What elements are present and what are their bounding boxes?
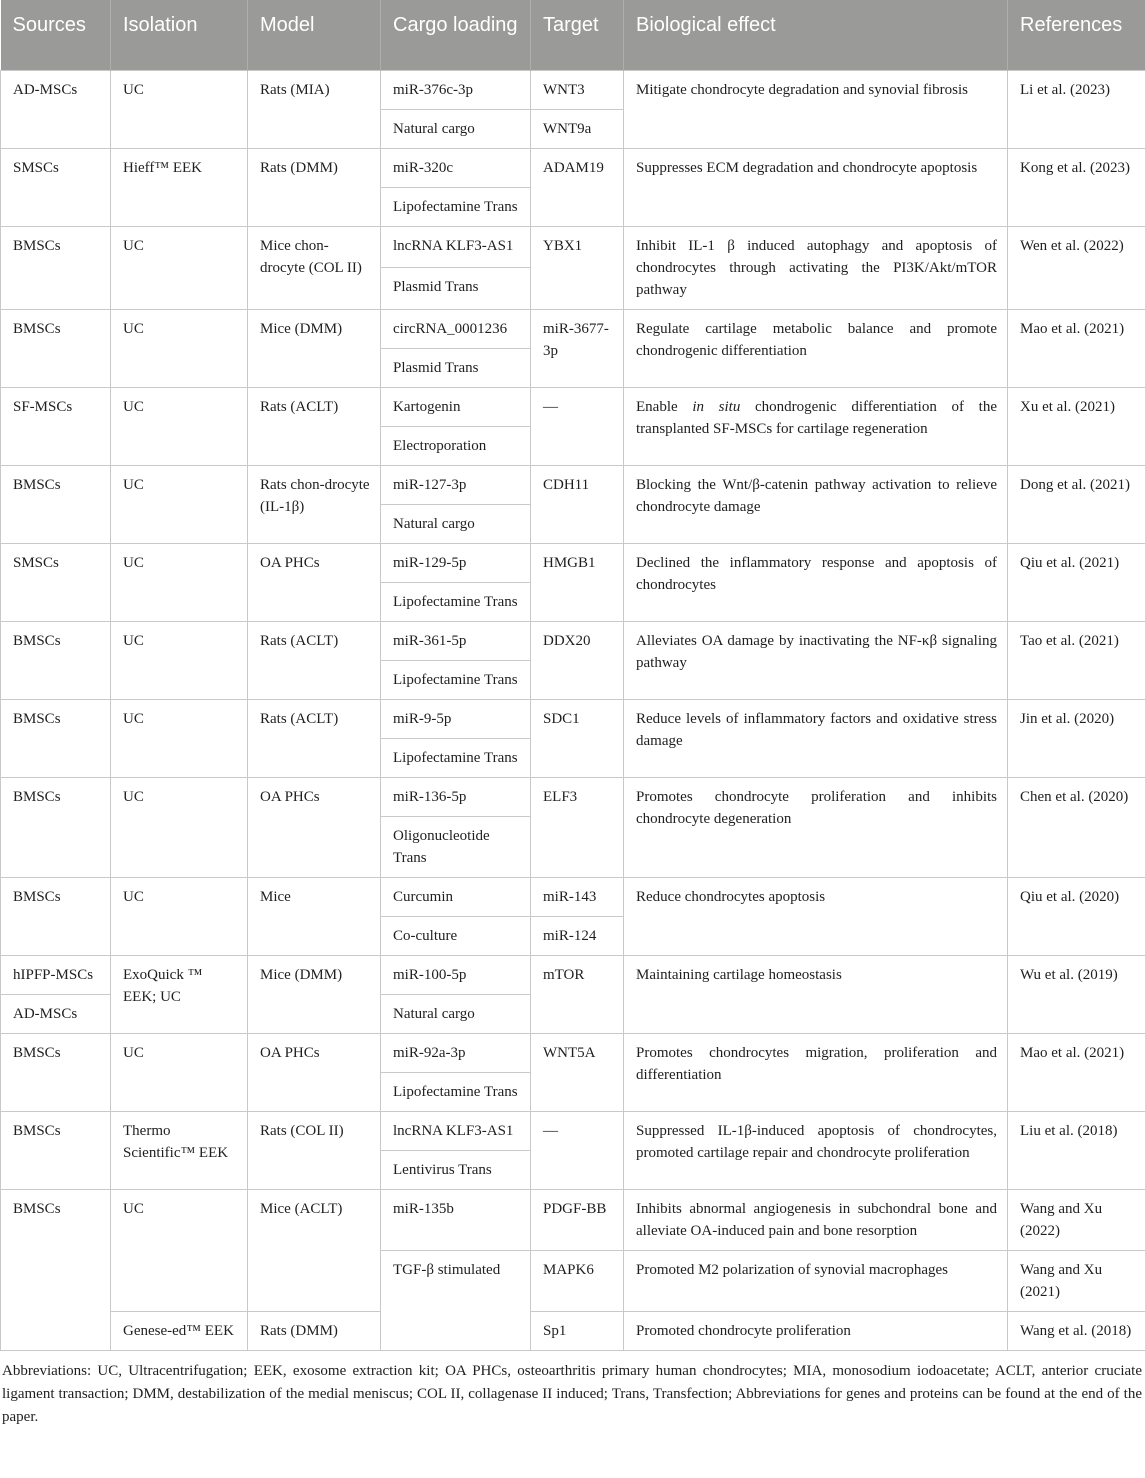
cell-references: Dong et al. (2021) <box>1008 465 1145 543</box>
table-row <box>1 387 1145 426</box>
cell-target: CDH11 <box>531 465 624 543</box>
cell-cargo-loading: Natural cargo <box>381 109 531 148</box>
cell-sources: BMSCs <box>1 465 111 543</box>
cell-cargo-loading: miR-127-3p <box>381 465 531 504</box>
column-header-sources: Sources <box>1 0 111 70</box>
cell-cargo-loading: Plasmid Trans <box>381 268 531 310</box>
cell-target: ADAM19 <box>531 148 624 226</box>
cell-cargo-loading: miR-320c <box>381 148 531 187</box>
cell-cargo-loading: Oligonucleotide Trans <box>381 816 531 877</box>
cell-biological-effect: Inhibit IL-1 β induced autophagy and apoptosis of chondrocytes through activating the PI3K/Akt/mTOR pathway <box>624 226 1008 309</box>
cell-model: Rats (DMM) <box>248 1311 381 1350</box>
cell-references: Qiu et al. (2021) <box>1008 543 1145 621</box>
cell-isolation: UC <box>111 226 248 309</box>
cell-model: Mice (DMM) <box>248 309 381 387</box>
cell-model: OA PHCs <box>248 1033 381 1111</box>
table-row <box>1 226 1145 268</box>
cell-target: miR-3677-3p <box>531 309 624 387</box>
table-row <box>1 148 1145 187</box>
cell-references: Wang et al. (2018) <box>1008 1311 1145 1350</box>
cell-isolation: UC <box>111 699 248 777</box>
cell-sources: BMSCs <box>1 777 111 877</box>
cell-references: Mao et al. (2021) <box>1008 1033 1145 1111</box>
cell-isolation: ExoQuick ™ EEK; UC <box>111 955 248 1033</box>
cell-references: Wen et al. (2022) <box>1008 226 1145 309</box>
cell-isolation: UC <box>111 465 248 543</box>
cell-biological-effect: Enable in situ chondrogenic differentiation of the transplanted SF-MSCs for cartilage regeneration <box>624 387 1008 465</box>
cell-sources: BMSCs <box>1 1111 111 1189</box>
cell-references: Tao et al. (2021) <box>1008 621 1145 699</box>
cell-references: Wang and Xu (2022) <box>1008 1189 1145 1250</box>
table-row <box>1 955 1145 994</box>
cell-cargo-loading: miR-129-5p <box>381 543 531 582</box>
cell-cargo-loading: Curcumin <box>381 877 531 916</box>
cell-cargo-loading: miR-376c-3p <box>381 70 531 109</box>
cell-cargo-loading: Natural cargo <box>381 994 531 1033</box>
abbreviations-footnote: Abbreviations: UC, Ultracentrifugation; EEK, exosome extraction kit; OA PHCs, osteoarthritis primary human chondrocytes; MIA, monosodium iodoacetate; ACLT, anterior cruciate ligament transaction; DMM, destabilization of the medial meniscus; COL II, collagenase II induced; Trans, Transfection; Abbreviations for genes and proteins can be found at the end of the paper. <box>2 1362 1142 1425</box>
cell-model: Rats (ACLT) <box>248 621 381 699</box>
column-header-isolation: Isolation <box>111 0 248 70</box>
cell-model: Rats (DMM) <box>248 148 381 226</box>
cell-biological-effect: Blocking the Wnt/β-catenin pathway activation to relieve chondrocyte damage <box>624 465 1008 543</box>
table-row <box>1 699 1145 738</box>
cell-model: Rats (MIA) <box>248 70 381 148</box>
cell-target: HMGB1 <box>531 543 624 621</box>
cell-model: Rats (COL II) <box>248 1111 381 1189</box>
cell-sources: BMSCs <box>1 877 111 955</box>
table-row <box>1 777 1145 816</box>
column-header-biological-effect: Biological effect <box>624 0 1008 70</box>
cell-sources: AD-MSCs <box>1 70 111 148</box>
cell-cargo-loading: Electroporation <box>381 426 531 465</box>
cell-target: DDX20 <box>531 621 624 699</box>
cell-biological-effect: Declined the inflammatory response and apoptosis of chondrocytes <box>624 543 1008 621</box>
cell-sources: AD-MSCs <box>1 994 111 1033</box>
cell-cargo-loading: lncRNA KLF3-AS1 <box>381 226 531 268</box>
cell-isolation: UC <box>111 543 248 621</box>
cell-biological-effect: Mitigate chondrocyte degradation and synovial fibrosis <box>624 70 1008 148</box>
cell-target: PDGF-BB <box>531 1189 624 1250</box>
cell-references: Wang and Xu (2021) <box>1008 1250 1145 1311</box>
cell-target: MAPK6 <box>531 1250 624 1311</box>
cell-model: OA PHCs <box>248 777 381 877</box>
cell-target: mTOR <box>531 955 624 1033</box>
cell-biological-effect: Suppressed IL-1β-induced apoptosis of chondrocytes, promoted cartilage repair and chondrocyte proliferation <box>624 1111 1008 1189</box>
cell-sources: BMSCs <box>1 1033 111 1111</box>
cell-cargo-loading: miR-361-5p <box>381 621 531 660</box>
table-row <box>1 1033 1145 1072</box>
cell-target: ELF3 <box>531 777 624 877</box>
cell-model: Mice (DMM) <box>248 955 381 1033</box>
cell-cargo-loading: Lipofectamine Trans <box>381 187 531 226</box>
cell-sources: SF-MSCs <box>1 387 111 465</box>
column-header-model: Model <box>248 0 381 70</box>
cell-target: WNT5A <box>531 1033 624 1111</box>
table-row <box>1 543 1145 582</box>
column-header-references: References <box>1008 0 1145 70</box>
cell-cargo-loading: miR-100-5p <box>381 955 531 994</box>
table-header <box>1 0 1145 70</box>
cell-isolation: UC <box>111 387 248 465</box>
cell-sources: hIPFP-MSCs <box>1 955 111 994</box>
table-body <box>1 70 1145 1350</box>
cell-references: Jin et al. (2020) <box>1008 699 1145 777</box>
table-row <box>1 309 1145 348</box>
cell-cargo-loading: miR-9-5p <box>381 699 531 738</box>
cell-target: WNT9a <box>531 109 624 148</box>
cell-biological-effect: Alleviates OA damage by inactivating the NF-κβ signaling pathway <box>624 621 1008 699</box>
cell-sources: BMSCs <box>1 699 111 777</box>
cell-sources: SMSCs <box>1 148 111 226</box>
cell-isolation: UC <box>111 621 248 699</box>
table-row <box>1 1311 1145 1350</box>
cell-cargo-loading: Plasmid Trans <box>381 348 531 387</box>
cell-target: YBX1 <box>531 226 624 309</box>
cell-isolation: UC <box>111 1033 248 1111</box>
cell-model: Rats chon-drocyte (IL-1β) <box>248 465 381 543</box>
cell-model: Mice (ACLT) <box>248 1189 381 1311</box>
cell-cargo-loading: Lipofectamine Trans <box>381 1072 531 1111</box>
cell-biological-effect: Promotes chondrocyte proliferation and inhibits chondrocyte degeneration <box>624 777 1008 877</box>
cell-model: Rats (ACLT) <box>248 387 381 465</box>
cell-target: — <box>531 387 624 465</box>
cell-isolation: UC <box>111 309 248 387</box>
cell-isolation: Hieff™ EEK <box>111 148 248 226</box>
cell-sources: BMSCs <box>1 226 111 309</box>
cell-biological-effect: Promoted chondrocyte proliferation <box>624 1311 1008 1350</box>
cell-biological-effect: Suppresses ECM degradation and chondrocyte apoptosis <box>624 148 1008 226</box>
cell-biological-effect: Reduce levels of inflammatory factors and oxidative stress damage <box>624 699 1008 777</box>
cell-sources: BMSCs <box>1 1189 111 1350</box>
cell-target: — <box>531 1111 624 1189</box>
cell-cargo-loading: Natural cargo <box>381 504 531 543</box>
cell-target: SDC1 <box>531 699 624 777</box>
table-row <box>1 1111 1145 1150</box>
cell-isolation: UC <box>111 877 248 955</box>
table-row <box>1 877 1145 916</box>
header-row <box>1 0 1145 70</box>
cell-biological-effect: Inhibits abnormal angiogenesis in subchondral bone and alleviate OA-induced pain and bone resorption <box>624 1189 1008 1250</box>
cell-isolation: Thermo Scientific™ EEK <box>111 1111 248 1189</box>
cell-references: Kong et al. (2023) <box>1008 148 1145 226</box>
table-row <box>1 621 1145 660</box>
cell-model: Rats (ACLT) <box>248 699 381 777</box>
cell-cargo-loading: miR-135b <box>381 1189 531 1250</box>
cell-references: Li et al. (2023) <box>1008 70 1145 148</box>
cell-sources: BMSCs <box>1 621 111 699</box>
cell-cargo-loading: circRNA_0001236 <box>381 309 531 348</box>
table-row <box>1 1189 1145 1250</box>
cell-model: Mice chon-drocyte (COL II) <box>248 226 381 309</box>
cell-model: OA PHCs <box>248 543 381 621</box>
cell-cargo-loading: Lentivirus Trans <box>381 1150 531 1189</box>
cell-cargo-loading: Co-culture <box>381 916 531 955</box>
cell-cargo-loading: miR-92a-3p <box>381 1033 531 1072</box>
column-header-cargo-loading: Cargo loading <box>381 0 531 70</box>
cell-cargo-loading: lncRNA KLF3-AS1 <box>381 1111 531 1150</box>
cell-references: Wu et al. (2019) <box>1008 955 1145 1033</box>
cell-isolation: Genese-ed™ EEK <box>111 1311 248 1350</box>
cell-isolation: UC <box>111 1189 248 1311</box>
cell-biological-effect: Regulate cartilage metabolic balance and promote chondrogenic differentiation <box>624 309 1008 387</box>
cell-biological-effect: Reduce chondrocytes apoptosis <box>624 877 1008 955</box>
cell-target: WNT3 <box>531 70 624 109</box>
cell-target: miR-143 <box>531 877 624 916</box>
cell-target: Sp1 <box>531 1311 624 1350</box>
column-header-target: Target <box>531 0 624 70</box>
cell-biological-effect: Maintaining cartilage homeostasis <box>624 955 1008 1033</box>
table-row <box>1 70 1145 109</box>
cell-references: Xu et al. (2021) <box>1008 387 1145 465</box>
cell-cargo-loading: TGF-β stimulated <box>381 1250 531 1350</box>
cell-cargo-loading: Lipofectamine Trans <box>381 582 531 621</box>
cell-biological-effect: Promoted M2 polarization of synovial macrophages <box>624 1250 1008 1311</box>
cell-references: Liu et al. (2018) <box>1008 1111 1145 1189</box>
cell-cargo-loading: Lipofectamine Trans <box>381 738 531 777</box>
cell-cargo-loading: miR-136-5p <box>381 777 531 816</box>
cell-isolation: UC <box>111 777 248 877</box>
cell-references: Chen et al. (2020) <box>1008 777 1145 877</box>
cell-references: Qiu et al. (2020) <box>1008 877 1145 955</box>
cell-sources: BMSCs <box>1 309 111 387</box>
cell-references: Mao et al. (2021) <box>1008 309 1145 387</box>
cell-cargo-loading: Kartogenin <box>381 387 531 426</box>
cell-model: Mice <box>248 877 381 955</box>
cell-target: miR-124 <box>531 916 624 955</box>
cell-isolation: UC <box>111 70 248 148</box>
cell-cargo-loading: Lipofectamine Trans <box>381 660 531 699</box>
cell-sources: SMSCs <box>1 543 111 621</box>
table-row <box>1 465 1145 504</box>
cell-biological-effect: Promotes chondrocytes migration, proliferation and differentiation <box>624 1033 1008 1111</box>
